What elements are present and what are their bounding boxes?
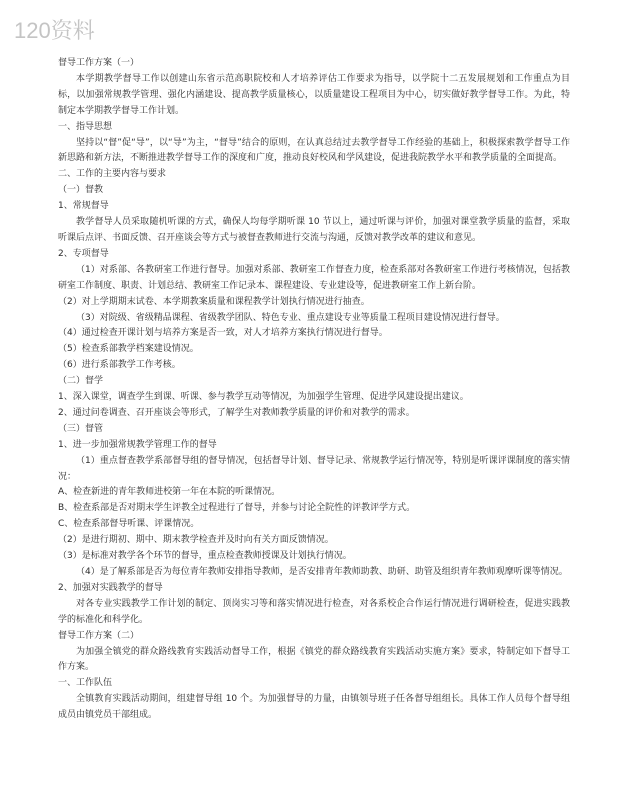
paragraph: 教学督导人员采取随机听课的方式，确保人均每学期听课 10 节以上，通过听课与评价，加强对课堂教学质量的监督，采取听课后点评、书面反馈、召开座谈会等方式与被督查教师进行交流与沟通，反馈对教学改革的建议和意见。 (58, 217, 570, 243)
paragraph: 二、工作的主要内容与要求 (58, 169, 167, 180)
paragraph: 一、指导思想 (58, 121, 113, 132)
paragraph: 1、深入课堂，调查学生到课、听课、参与教学互动等情况，为加强学生管理、促进学风建设提出建议。 (58, 392, 469, 403)
paragraph: 2、通过问卷调查、召开座谈会等形式，了解学生对教师教学质量的评价和对教学的需求。 (58, 407, 415, 418)
paragraph: （4）是了解系部是否为每位青年教师安排指导教师，是否安排青年教师助教、助研、助管及组织青年教师观摩听课等情况。 (76, 567, 568, 577)
paragraph: C、检查系部督导听课、评课情况。 (58, 519, 200, 530)
paragraph: 2、专项督导 (58, 248, 109, 259)
paragraph: （一）督教 (58, 185, 104, 196)
paragraph: 督导工作方案（一） (58, 58, 140, 68)
paragraph: （1）重点督查教学系部督导组的督导情况，包括督导计划、督导记录、常规教学运行情况等，特别是听课评课制度的落实情况： (58, 455, 570, 482)
paragraph: （6）进行系部教学工作考核。 (58, 360, 181, 371)
paragraph: 一、工作队伍 (58, 678, 113, 689)
paragraph: 坚持以“督”促“导”，以“导”为主，“督导”结合的原则，在认真总结过去教学督导工作经验的基础上，积极探索教学督导工作新思路和新方法，不断推进教学督导工作的深度和广度，推动良好校风和学风建设，促进我院教学水平和教学质量的全面提高。 (58, 137, 570, 164)
paragraph: 1、进一步加强常规教学管理工作的督导 (58, 439, 217, 450)
watermark-logo: 120资料 (14, 18, 95, 43)
paragraph: 本学期教学督导工作以创建山东省示范高职院校和人才培养评估工作要求为指导，以学院十二五发展规划和工作重点为目标，以加强常规教学管理、强化内涵建设、提高教学质量核心，以质量建设工程项目为中心，切实做好教学督导工作。为此，特制定本学期教学督导工作计划。 (58, 73, 570, 116)
paragraph: A、检查新进的青年教师进校第一年在本院的听课情况。 (58, 487, 281, 498)
paragraph: B、检查系部是否对期末学生评教全过程进行了督导，并参与讨论全院性的评教评学方式。 (58, 503, 416, 514)
paragraph: （1）对系部、各教研室工作进行督导。加强对系部、教研室工作督查力度，检查系部对各教研室工作进行考核情况，包括教研室工作制度、职责、计划总结、教研室工作记录本、课程建设、专业建设等，促进教研室工作上新台阶。 (58, 264, 570, 291)
paragraph: 对各专业实践教学工作计划的制定、顶岗实习等和落实情况进行检查，对各系校企合作运行情况进行调研检查，促进实践教学的标准化和科学化。 (58, 598, 570, 625)
document-body (58, 56, 570, 724)
paragraph: （2）对上学期期末试卷、本学期教案质量和课程教学计划执行情况进行抽查。 (58, 296, 370, 307)
paragraph: （5）检查系部教学档案建设情况。 (58, 344, 199, 355)
paragraph: （2）是进行期初、期中、期末教学检查并及时向有关方面反馈情况。 (58, 535, 334, 546)
paragraph: 1、常规督导 (58, 201, 109, 212)
paragraph: 督导工作方案（二） (58, 630, 140, 641)
paragraph: （3）是标准对教学各个环节的督导，重点检查教师授课及计划执行情况。 (58, 551, 352, 562)
paragraph: （二）督学 (58, 376, 104, 387)
paragraph: 全镇教育实践活动期间，组建督导组 10 个。为加强督导的力量，由镇领导班子任各督导组组长。具体工作人员每个督导组成员由镇党员干部组成。 (58, 694, 570, 721)
paragraph: （4）通过检查开课计划与培养方案是否一致，对人才培养方案执行情况进行督导。 (58, 328, 388, 339)
paragraph: 2、加强对实践教学的督导 (58, 582, 163, 593)
paragraph: （三）督管 (58, 423, 104, 434)
paragraph: （3）对院级、省级精品课程、省级教学团队、特色专业、重点建设专业等质量工程项目建设情况进行督导。 (76, 312, 505, 323)
paragraph: 为加强全镇党的群众路线教育实践活动督导工作，根据《镇党的群众路线教育实践活动实施方案》要求，特制定如下督导工作方案。 (58, 646, 570, 673)
